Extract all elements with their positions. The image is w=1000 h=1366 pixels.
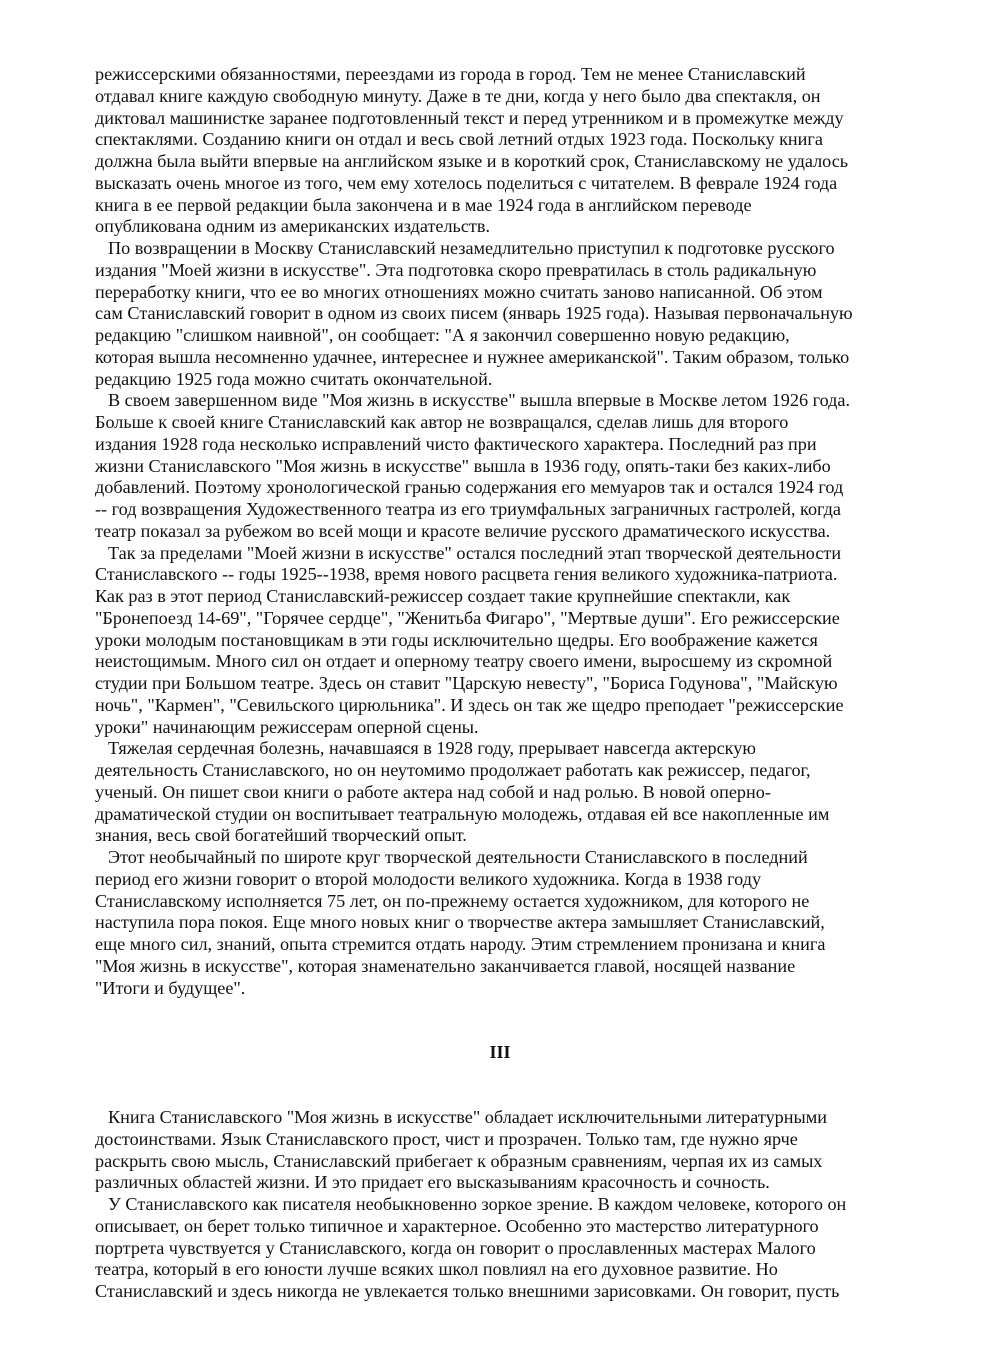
- text-line: Больше к своей книге Станиславский как автор не возвращался, сделав лишь для второго: [95, 412, 789, 432]
- text-line: уроки" начинающим режиссерам оперной сцены.: [95, 716, 479, 737]
- spacer: [95, 1064, 915, 1107]
- text-line: студии при Большом театре. Здесь он ставит "Царскую невесту", "Бориса Годунова", "Майскую: [95, 673, 838, 693]
- text-line: добавлений. Поэтому хронологической гранью содержания его мемуаров так и остался 1924 год: [95, 477, 844, 498]
- text-line: высказать очень многое из того, чем ему хотелось поделиться с читателем. В феврале 1924 года: [95, 172, 838, 193]
- text-line: описывает, он берет только типичное и характерное. Особенно это мастерство литературного: [95, 1215, 819, 1236]
- text-line: В своем завершенном виде "Моя жизнь в искусстве" вышла впервые в Москве летом 1926 года.: [108, 390, 851, 411]
- text-line: неистощимым. Много сил он отдает и оперному театру своего имени, выросшему из скромной: [95, 651, 833, 672]
- text-line: книга в ее первой редакции была закончена и в мае 1924 года в английском переводе: [95, 194, 752, 215]
- text-line: театра, который в его юности лучше всяких школ повлиял на его духовное развитие. Но: [95, 1259, 778, 1280]
- paragraph: [95, 847, 915, 999]
- text-line: драматической студии он воспитывает театральную молодежь, отдавая ей все накопленные им: [95, 803, 830, 824]
- text-line: Тяжелая сердечная болезнь, начавшаяся в 1928 году, прерывает навсегда актерскую: [108, 738, 756, 759]
- text-line: ученый. Он пишет свои книги о работе актера над собой и над ролью. В новой оперно-: [95, 781, 771, 802]
- text-line: Этот необычайный по широте круг творческой деятельности Станиславского в последний: [108, 847, 808, 867]
- text-line: переработку книги, что ее во многих отношениях можно считать заново написанной. Об этом: [95, 281, 823, 302]
- text-line: Станиславскому исполняется 75 лет, он по-прежнему остается художником, для которого не: [95, 890, 810, 911]
- text-line: театр показал за рубежом во всей мощи и красоте величие русского драматического искусства.: [95, 520, 831, 541]
- paragraph: [95, 543, 915, 739]
- text-line: По возвращении в Москву Станиславский незамедлительно приступил к подготовке русского: [108, 238, 835, 258]
- text-line: должна была выйти впервые на английском языке и в короткий срок, Станиславскому не удалось: [95, 151, 849, 171]
- text-line: -- год возвращения Художественного театра из его триумфальных заграничных гастролей, когда: [95, 499, 841, 519]
- text-line: У Станиславского как писателя необыкновенно зоркое зрение. В каждом человеке, которого он: [108, 1194, 847, 1214]
- text-line: знания, весь свой богатейший творческий опыт.: [95, 825, 467, 846]
- text-line: издания 1928 года несколько исправлений чисто фактического характера. Последний раз при: [95, 433, 817, 454]
- text-line: раскрыть свою мысль, Станиславский прибегает к образным сравнениям, черпая их из самых: [95, 1150, 823, 1171]
- text-line: редакцию "слишком наивной", он сообщает: "А я закончил совершенно новую редакцию,: [95, 325, 790, 345]
- document-page: [95, 64, 915, 1303]
- text-line: спектаклями. Созданию книги он отдал и весь свой летний отдых 1923 года. Поскольку книга: [95, 129, 823, 150]
- text-line: которая вышла несомненно удачнее, интереснее и нужнее американской". Таким образом, только: [95, 346, 850, 367]
- text-line: Как раз в этот период Станиславский-режиссер создает такие крупнейшие спектакли, как: [95, 586, 791, 606]
- text-line: Книга Станиславского "Моя жизнь в искусстве" обладает исключительными литературными: [108, 1107, 827, 1127]
- text-line: диктовал машинистке заранее подготовленный текст и перед утренником и в промежутке между: [95, 107, 844, 128]
- text-line: Так за пределами "Моей жизни в искусстве" остался последний этап творческой деятельности: [108, 542, 842, 563]
- text-line: Станиславский и здесь никогда не увлекается только внешними зарисовками. Он говорит, пусть: [95, 1281, 840, 1301]
- text-line: уроки молодым постановщикам в эти годы исключительно щедры. Его воображение кажется: [95, 629, 818, 650]
- text-line: жизни Станиславского "Моя жизнь в искусстве" вышла в 1936 году, опять-таки без каких-либо: [95, 455, 831, 476]
- paragraph: [95, 238, 915, 390]
- text-line: ночь", "Кармен", "Севильского цирюльника". И здесь он так же щедро преподает "режиссерские: [95, 694, 844, 715]
- spacer: [95, 999, 915, 1042]
- text-line: опубликована одним из американских издательств.: [95, 216, 490, 237]
- text-line: деятельность Станиславского, но он неутомимо продолжает работать как режиссер, педагог,: [95, 760, 811, 780]
- text-line: "Итоги и будущее".: [95, 977, 246, 998]
- text-line: Станиславского -- годы 1925--1938, время нового расцвета гения великого художника-патриота.: [95, 564, 838, 585]
- text-line: сам Станиславский говорит в одном из своих писем (январь 1925 года). Называя первоначальную: [95, 303, 853, 324]
- section-heading: III: [489, 1042, 511, 1063]
- paragraph: [95, 64, 915, 238]
- text-line: отдавал книге каждую свободную минуту. Даже в те дни, когда у него было два спектакля, он: [95, 85, 821, 106]
- paragraph: [95, 1194, 915, 1303]
- text-line: "Бронепоезд 14-69", "Горячее сердце", "Женитьба Фигаро", "Мертвые души". Его режиссерские: [95, 607, 840, 628]
- text-line: редакцию 1925 года можно считать окончательной.: [95, 368, 493, 389]
- paragraph: [95, 738, 915, 847]
- text-line: наступила пора покоя. Еще много новых книг о творчестве актера замышляет Станиславский,: [95, 912, 825, 933]
- text-line: портрета чувствуется у Станиславского, когда он говорит о прославленных мастерах Малого: [95, 1237, 816, 1258]
- text-line: издания "Моей жизни в искусстве". Эта подготовка скоро превратилась в столь радикальную: [95, 259, 817, 280]
- text-line: режиссерскими обязанностями, переездами из города в город. Тем не менее Станиславский: [95, 64, 806, 84]
- paragraph: [95, 390, 915, 542]
- text-line: период его жизни говорит о второй молодости великого художника. Когда в 1938 году: [95, 868, 762, 889]
- paragraph: [95, 1107, 915, 1194]
- text-line: "Моя жизнь в искусстве", которая знаменательно заканчивается главой, носящей название: [95, 955, 796, 976]
- text-line: еще много сил, знаний, опыта стремится отдать народу. Этим стремлением пронизана и книга: [95, 934, 826, 954]
- text-line: достоинствами. Язык Станиславского прост, чист и прозрачен. Только там, где нужно ярче: [95, 1128, 798, 1149]
- text-line: различных областей жизни. И это придает его высказываниям красочность и сочность.: [95, 1172, 770, 1193]
